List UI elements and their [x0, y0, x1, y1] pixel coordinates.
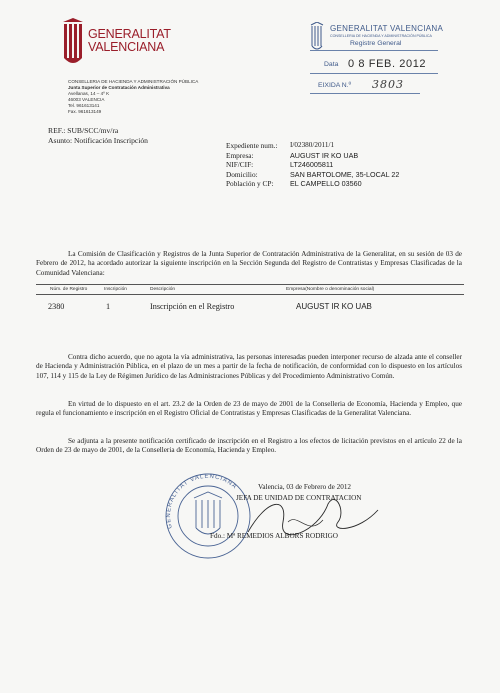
- stamp-divider: [310, 73, 438, 74]
- signature-place-date: Valencia, 03 de Febrero de 2012: [258, 483, 352, 491]
- logo-wordmark: [88, 28, 171, 54]
- board-name: Junta Superior de Contratación Administrativa: [68, 85, 170, 90]
- logo-line-1: GENERALITAT: [88, 27, 171, 41]
- addressee-row: [226, 179, 399, 189]
- department-block: [68, 79, 258, 115]
- stamp-registry: Registre General: [350, 40, 402, 47]
- attachment-paragraph: Se adjunta a la presente notificación certificado de inscripción en el Registro a los efectos de licitación previstos en el artículo 22 de la Orden de 23 de mayo de 2001, de la Conselleria de Economía, Hacienda y Empleo.: [36, 437, 462, 455]
- signature-block: [150, 470, 410, 560]
- department-name: CONSELLERIA DE HACIENDA Y ADMINISTRACIÓN PÚBLICA: [68, 79, 199, 84]
- table-cell-company: AUGUST IR KO UAB: [296, 302, 372, 311]
- addressee-label: NIF/CIF:: [226, 160, 254, 170]
- seal-text: GENERALITAT VALENCIANA: [165, 473, 238, 530]
- stamp-date-label: Data: [324, 61, 339, 68]
- addressee-block: [226, 141, 399, 189]
- table-top-rule: [36, 284, 464, 285]
- table-header: Núm. de Registro: [50, 287, 88, 292]
- registry-stamp: [310, 18, 444, 128]
- logo-line-2: VALENCIANA: [88, 40, 165, 54]
- table-header: Empresa(Nombre o denominación social): [286, 287, 375, 292]
- addressee-value: AUGUST IR KO UAB: [290, 150, 359, 160]
- table-header: Inscripción: [104, 287, 127, 292]
- stamp-emblem-icon: [310, 22, 324, 52]
- signature-signer: Fdo.: Mª REMEDIOS ALBORS RODRIGO: [210, 532, 338, 540]
- department-phone: Tel. 961613141: [68, 103, 100, 108]
- generalitat-emblem-icon: [62, 18, 84, 68]
- department-address: Avellanas, 14 – 4º K: [68, 91, 110, 96]
- addressee-value: I/02380/2011/1: [290, 141, 335, 149]
- stamp-subtitle: CONSELLERIA DE HACIENDA Y ADMINISTRACIÓN PÚBLICA: [330, 34, 432, 38]
- addressee-value: SAN BARTOLOME, 35-LOCAL 22: [290, 169, 400, 179]
- intro-paragraph: La Comisión de Clasificación y Registros de la Junta Superior de Contratación Administrativa de la Generalitat, en su sesión de 03 de Febrero de 2012, ha acordado autorizar la siguiente inscripción en la Sección Segunda del Registro de Contratistas y Empresas Clasificadas de la Comunidad Valenciana:: [36, 250, 462, 277]
- stamp-title: GENERALITAT VALENCIANA: [330, 24, 444, 33]
- table-header-rule: [36, 294, 464, 295]
- stamp-exit-number: 3803: [372, 78, 404, 91]
- reference-block: [48, 126, 148, 145]
- table-header: Descripción: [150, 287, 176, 292]
- appeal-paragraph: Contra dicho acuerdo, que no agota la vía administrativa, las personas interesadas pueden interponer recurso de alzada ante el conseller de Hacienda y Administración Pública, en el plazo de un mes a partir de la fecha de notificación, de conformidad con lo dispuesto en los artículos 107, 114 y 115 de la Ley de Régimen Jurídico de las Administraciones Públicas y del Procedimiento Administrativo Común.: [36, 353, 462, 380]
- generalitat-logo: [62, 18, 182, 78]
- addressee-label: Población y CP:: [226, 179, 274, 189]
- addressee-value: LT246005811: [290, 160, 334, 170]
- department-fax: Fax. 961613149: [68, 109, 102, 114]
- reference-subject: Asunto: Notificación Inscripción: [48, 135, 148, 145]
- addressee-row: [226, 170, 399, 180]
- stamp-divider: [310, 50, 438, 51]
- stamp-divider: [310, 93, 420, 94]
- stamp-date-value: 0 8 FEB. 2012: [348, 58, 427, 70]
- addressee-label: Expediente num.:: [226, 141, 278, 150]
- signature-role: JEFA DE UNIDAD DE CONTRATACION: [236, 494, 362, 502]
- regulation-paragraph: En virtud de lo dispuesto en el art. 23.2 de la Orden de 23 de mayo de 2001 de la Conselleria de Economía, Hacienda y Empleo, que regula el funcionamiento e inscripción en el Registro Oficial de Contratistas y Empresas Clasificadas de la Generalitat Valenciana.: [36, 400, 462, 418]
- addressee-row: [226, 160, 399, 170]
- table-cell-number: 2380: [48, 302, 65, 311]
- reference-code: REF.: SUB/SCC/mv/ra: [48, 126, 119, 135]
- table-cell-description: Inscripción en el Registro: [150, 302, 235, 311]
- addressee-row: [226, 151, 399, 161]
- table-cell-inscription: 1: [106, 302, 111, 311]
- addressee-row: [226, 141, 399, 151]
- addressee-label: Empresa:: [226, 150, 254, 160]
- department-city: 46003 VALENCIA: [68, 97, 105, 102]
- addressee-label: Domicilio:: [226, 169, 258, 179]
- addressee-value: EL CAMPELLO 03560: [290, 179, 362, 189]
- stamp-exit-label: EIXIDA N.º: [318, 82, 352, 89]
